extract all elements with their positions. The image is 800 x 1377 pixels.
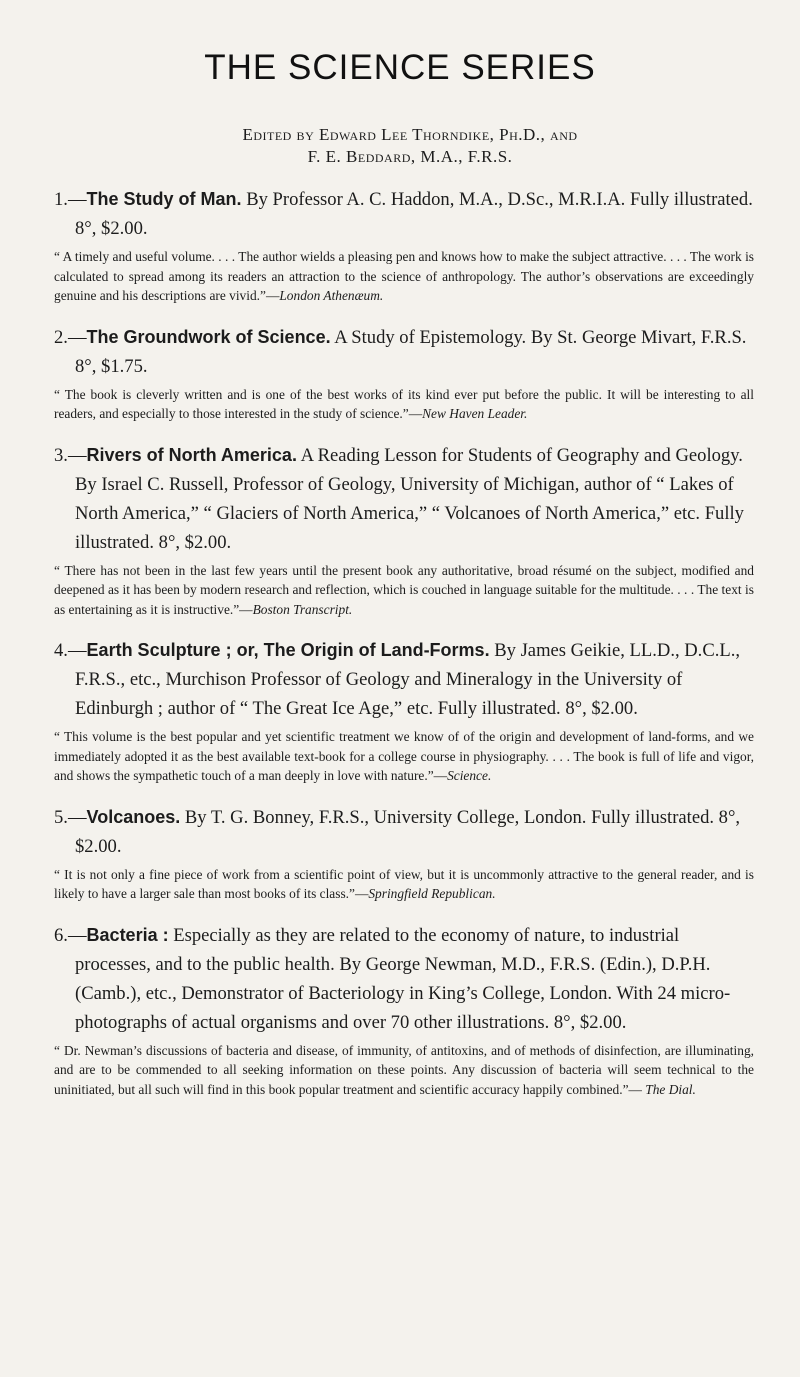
review-quote bbox=[54, 865, 754, 904]
book-title: The Study of Man. bbox=[86, 189, 242, 209]
book-title: The Groundwork of Science. bbox=[86, 326, 331, 347]
entry-heading bbox=[54, 441, 754, 557]
book-details: By James Geikie, LL.D., D.C.L., F.R.S., etc., Murchison Professor of Geology and Mineralogy in the University of Edinburgh ; author of “ The Great Ice Age,” etc. Fully illustrated. 8°, $2.00. bbox=[75, 640, 741, 719]
review-text: “ This volume is the best popular and yet scientific treatment we know of of the origin and development of land-forms, and we immediately adopted it as the best available text-book for a college course in physiography. . . . The book is full of life and vigor, and shows the sympathetic touch of a man deeply in love with nature.”— bbox=[54, 729, 754, 783]
review-source: Science. bbox=[447, 768, 492, 783]
book-entry-4 bbox=[54, 636, 754, 786]
review-quote bbox=[54, 247, 754, 306]
review-quote bbox=[54, 385, 754, 424]
review-quote bbox=[54, 1041, 754, 1100]
entry-heading bbox=[54, 323, 754, 381]
book-entry-2 bbox=[54, 323, 754, 424]
review-text: “ The book is cleverly written and is one of the best works of its kind ever put before the public. It will be interesting to all readers, and especially to those interested in the study of science.”— bbox=[54, 386, 754, 421]
editors-credit bbox=[60, 124, 760, 168]
review-text: “ A timely and useful volume. . . . The author wields a pleasing pen and knows how to make the subject attractive. . . . The work is calculated to spread among its readers an attraction to the science of anthropology. The author’s observations are exceedingly genuine and his descriptions are vivid.”— bbox=[54, 249, 754, 303]
entry-heading bbox=[54, 803, 754, 861]
book-entry-5 bbox=[54, 803, 754, 904]
review-source: New Haven Leader. bbox=[422, 406, 528, 421]
review-source: London Athenæum. bbox=[279, 288, 384, 303]
book-details: Especially as they are related to the economy of nature, to industrial processes, and to the public health. By George Newman, M.D., F.R.S. (Edin.), D.P.H. (Camb.), etc., Demonstrator of Bacteriology in King’s College, London. With 24 micro-photographs of actual organisms and over 70 other illustrations. 8°, $2.00. bbox=[75, 924, 731, 1033]
book-details: A Reading Lesson for Students of Geography and Geology. By Israel C. Russell, Professor of Geology, University of Michigan, author of “ Lakes of North America,” “ Glaciers of North America,” “ Volcanoes of North America,” etc. Fully illustrated. 8°, $2.00. bbox=[75, 444, 744, 553]
review-source: Springfield Republican. bbox=[368, 886, 496, 901]
review-source: The Dial. bbox=[645, 1081, 696, 1097]
editors-line-2: F. E. Beddard, M.A., F.R.S. bbox=[307, 147, 513, 166]
entry-number: 1.— bbox=[54, 189, 87, 210]
entry-heading bbox=[54, 636, 754, 723]
book-list bbox=[54, 185, 754, 1116]
entry-heading bbox=[54, 185, 754, 243]
book-title: Earth Sculpture ; or, The Origin of Land-Forms. bbox=[86, 640, 490, 660]
entry-number: 5.— bbox=[54, 806, 87, 828]
book-details: By Professor A. C. Haddon, M.A., D.Sc., M.R.I.A. Fully illustrated. 8°, $2.00. bbox=[75, 189, 753, 239]
review-quote bbox=[54, 561, 754, 620]
book-title: Volcanoes. bbox=[86, 806, 181, 827]
review-quote bbox=[54, 727, 754, 786]
review-source: Boston Transcript. bbox=[252, 601, 353, 617]
book-title: Bacteria : bbox=[86, 924, 169, 945]
review-text: “ There has not been in the last few years until the present book any authoritative, broad résumé on the subject, modified and deepened as it has been by modern research and reflection, which is couched in language suitable for the multitude. . . . The text is as entertaining as it is instructive.”— bbox=[54, 562, 754, 617]
review-text: “ Dr. Newman’s discussions of bacteria and disease, of immunity, of antitoxins, and of methods of disinfection, are illuminating, and are to be commended to all seeking information on these points. Any discussion of bacteria will seem technical to the uninitiated, but all such will find in this book popular treatment and scientific accuracy happily combined.”— bbox=[54, 1042, 754, 1097]
book-title: Rivers of North America. bbox=[86, 444, 297, 465]
book-details: A Study of Epistemology. By St. George Mivart, F.R.S. 8°, $1.75. bbox=[75, 326, 747, 377]
entry-number: 2.— bbox=[54, 326, 87, 348]
editors-line-1: Edited by Edward Lee Thorndike, Ph.D., and bbox=[242, 125, 578, 144]
book-entry-6 bbox=[54, 921, 754, 1100]
review-text: “ It is not only a fine piece of work from a scientific point of view, but it is uncommonly attractive to the general reader, and is likely to have a larger sale than most books of its class.”— bbox=[54, 866, 754, 901]
entry-number: 6.— bbox=[54, 924, 87, 946]
entry-number: 4.— bbox=[54, 640, 87, 661]
book-entry-3 bbox=[54, 441, 754, 620]
entry-number: 3.— bbox=[54, 444, 87, 466]
entry-heading bbox=[54, 921, 754, 1037]
book-entry-1 bbox=[54, 185, 754, 306]
book-details: By T. G. Bonney, F.R.S., University College, London. Fully illustrated. 8°, $2.00. bbox=[75, 806, 741, 857]
series-title: THE SCIENCE SERIES bbox=[204, 48, 596, 87]
